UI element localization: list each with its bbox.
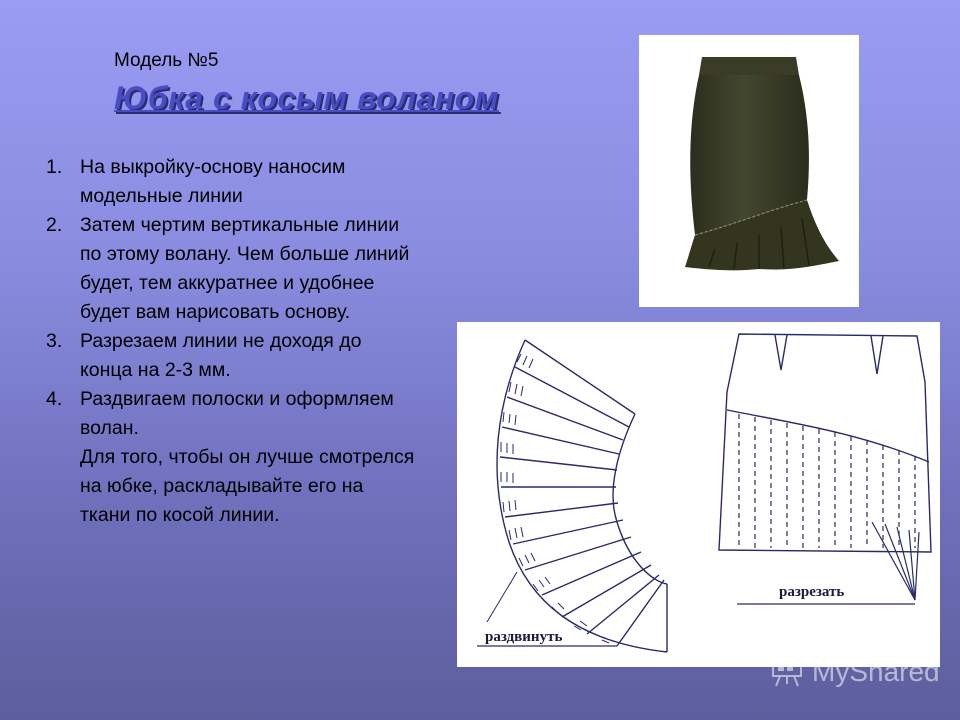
spread-label: раздвинуть	[485, 629, 563, 645]
cut-label: разрезать	[779, 584, 845, 600]
list-item	[46, 443, 416, 530]
instruction-list	[46, 153, 416, 530]
list-item-text: Разрезаем линии не доходя до конца на 2-3 мм.	[80, 330, 362, 381]
list-item-text: Затем чертим вертикальные линии по этому волану. Чем больше линий будет, тем аккуратнее и удобнее будет вам нарисовать основу.	[80, 214, 410, 323]
spread-pointer	[487, 572, 517, 622]
skirt-illustration	[639, 35, 859, 307]
pattern-diagram	[457, 322, 940, 667]
list-item-text: Раздвигаем полоски и оформляем волан.	[80, 388, 394, 439]
skirt-waistband	[699, 57, 799, 75]
watermark-text: MyShared	[812, 656, 940, 687]
list-item-number: 1.	[46, 156, 63, 178]
list-item-text: На выкройку-основу наносим модельные линии	[80, 156, 346, 207]
cut-lines	[739, 414, 915, 548]
list-item-number: 3.	[46, 330, 63, 352]
skirt-photo	[639, 35, 859, 307]
skirt-pattern	[719, 334, 931, 552]
list-item-number: 2.	[46, 214, 63, 236]
pattern-drawing	[457, 322, 940, 667]
list-item	[46, 153, 416, 211]
list-item	[46, 211, 416, 327]
page-title: Юбка с косым воланом	[114, 80, 499, 116]
list-item-number: 4.	[46, 388, 63, 410]
list-item	[46, 327, 416, 385]
watermark	[770, 654, 940, 694]
list-item-text: Для того, чтобы он лучше смотрелся на юбке, раскладывайте его на ткани по косой линии.	[80, 446, 415, 526]
model-label: Модель №5	[114, 50, 219, 71]
list-item	[46, 385, 416, 443]
presentation-icon	[770, 654, 806, 688]
